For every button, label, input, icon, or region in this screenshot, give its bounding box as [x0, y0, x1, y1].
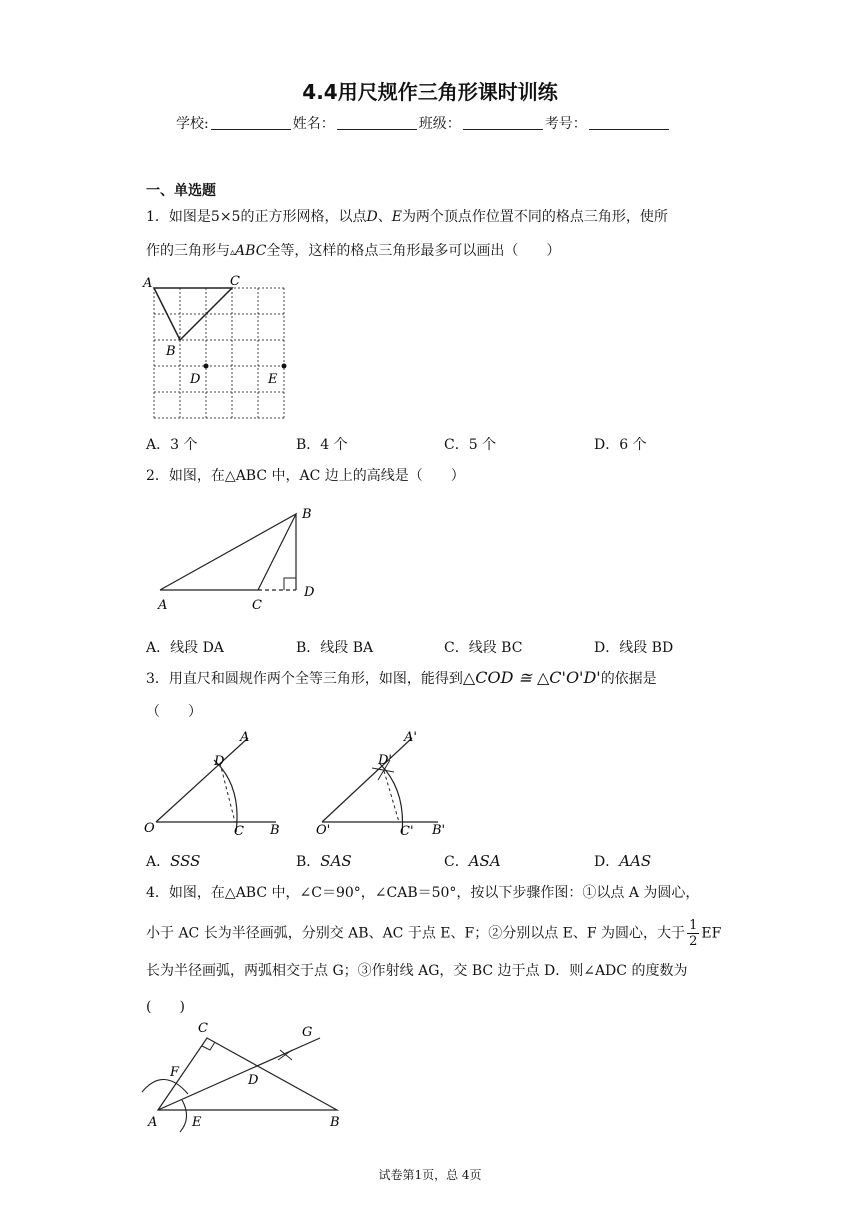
question-1-option-a[interactable]: A．3 个 [146, 437, 198, 453]
label-d: D [190, 372, 201, 387]
question-3-line-2: （ ） [146, 704, 202, 720]
question-2-option-c[interactable]: C．线段 BC [444, 640, 523, 656]
question-1-option-b[interactable]: B．4 个 [296, 437, 348, 453]
student-info-line [176, 113, 671, 133]
question-4-line-1: 4．如图，在△ABC 中，∠C＝90°，∠CAB＝50°，按以下步骤作图：①以点 A 为圆心， [146, 885, 700, 901]
question-4-line-2: 小于 AC 长为半径画弧，分别交 AB、AC 于点 E、F；②分别以点 E、F 为圆心，大于 $\frac{1}{2}$ EF [146, 918, 722, 949]
school-label: 学校: [176, 116, 209, 132]
class-blank [463, 117, 543, 130]
question-1-figure-grid [140, 272, 300, 422]
svg-text:F: F [170, 1065, 180, 1080]
svg-text:C': C' [400, 824, 414, 839]
svg-text:G: G [302, 1025, 313, 1040]
svg-text:B: B [270, 823, 280, 838]
question-3-option-b[interactable]: B．SAS [296, 852, 352, 870]
question-1-option-c[interactable]: C．5 个 [444, 437, 497, 453]
name-blank [337, 117, 417, 130]
svg-text:A: A [148, 1115, 158, 1130]
svg-text:D: D [214, 754, 225, 769]
svg-text:A': A' [404, 730, 417, 745]
svg-text:B': B' [432, 823, 446, 838]
label-a: A [143, 276, 153, 291]
question-3-option-c[interactable]: C．ASA [444, 852, 501, 870]
exam-no-label: 考号： [544, 116, 587, 132]
svg-text:O: O [144, 821, 155, 836]
svg-text:A: A [240, 730, 250, 745]
page-title: 4.4用尺规作三角形课时训练 [302, 80, 558, 104]
svg-text:B: B [330, 1115, 340, 1130]
label-d: D [304, 585, 315, 600]
question-1-line-1: 1．如图是5×5的正方形网格，以点D、E为两个顶点作位置不同的格点三角形，使所 [146, 209, 668, 225]
question-1-line-2: 作的三角形与▵ABC全等，这样的格点三角形最多可以画出（ ） [146, 243, 561, 259]
label-e: E [268, 372, 278, 387]
svg-text:C: C [234, 824, 244, 839]
question-2-option-b[interactable]: B．线段 BA [296, 640, 374, 656]
question-4-line-3: 长为半径画弧，两弧相交于点 G；③作射线 AG，交 BC 边于点 D．则∠ADC 的度数为 [146, 963, 688, 979]
question-2-option-d[interactable]: D．线段 BD [594, 640, 674, 656]
question-2-figure-triangle [150, 502, 330, 618]
page-footer: 试卷第1页，总 4页 [378, 1168, 482, 1182]
question-3-figure-constructions [140, 728, 470, 840]
label-b: B [166, 344, 176, 359]
figure-cod [144, 730, 280, 839]
question-4-line-4: ( ) [146, 999, 185, 1015]
fraction-one-half: $\frac{1}{2}$ [689, 918, 698, 949]
label-a: A [158, 598, 168, 613]
label-b: B [302, 507, 312, 522]
svg-text:C: C [198, 1021, 208, 1036]
question-3-line-1: 3．用直尺和圆规作两个全等三角形，如图，能得到△COD ≅ △C'O'D'的依据是 [146, 668, 657, 687]
point-e [282, 364, 287, 369]
svg-text:D': D' [378, 753, 392, 768]
svg-text:E: E [192, 1115, 202, 1130]
svg-text:D: D [248, 1073, 259, 1088]
question-2-text: 2．如图，在△ABC 中，AC 边上的高线是（ ） [146, 468, 465, 484]
svg-text:O': O' [316, 823, 331, 838]
question-3-option-d[interactable]: D．AAS [594, 852, 652, 870]
question-3-option-a[interactable]: A．SSS [146, 852, 201, 870]
question-2-option-a[interactable]: A．线段 DA [146, 640, 224, 656]
figure-c-o-d-prime [316, 730, 445, 839]
question-1-option-d[interactable]: D．6 个 [594, 437, 647, 453]
exam-no-blank [589, 117, 669, 130]
school-blank [211, 117, 291, 130]
section-heading: 一、单选题 [146, 183, 216, 199]
label-c: C [230, 274, 240, 289]
name-label: 姓名： [292, 116, 335, 132]
triangle-abc [154, 288, 232, 340]
point-d [204, 364, 209, 369]
label-c: C [252, 598, 262, 613]
class-label: 班级： [418, 116, 461, 132]
question-4-figure-triangle [140, 1018, 360, 1138]
